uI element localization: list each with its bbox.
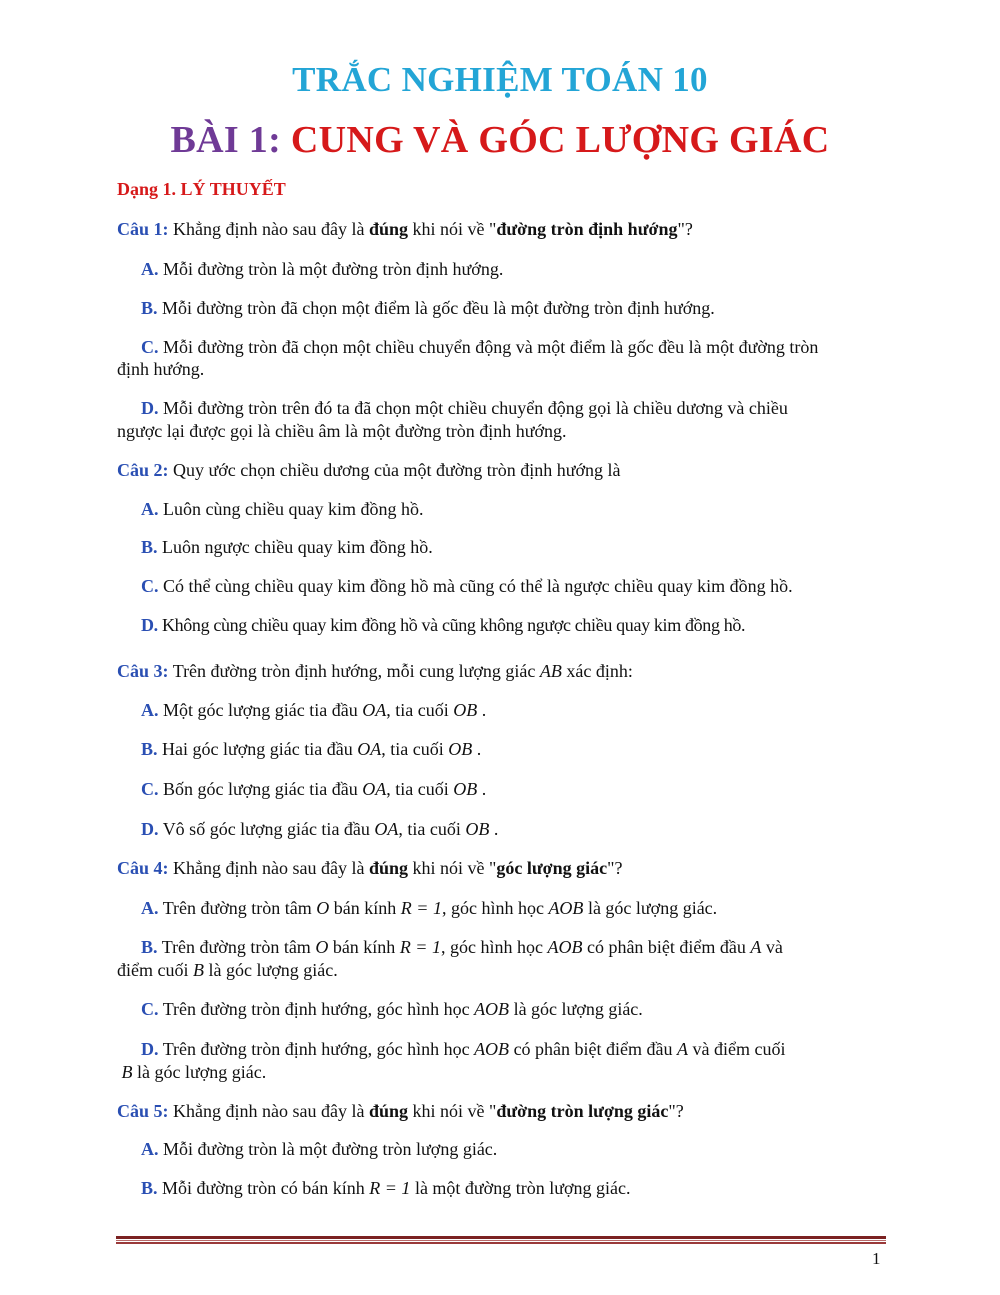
- option-text: Mỗi đường tròn đã chọn một điểm là gốc đều là một đường tròn định hướng.: [162, 298, 715, 318]
- option-label: A.: [141, 700, 159, 720]
- option-text: có phân biệt điểm đầu: [513, 1039, 673, 1059]
- question-label: Câu 4:: [117, 858, 169, 878]
- question-text: Trên đường tròn định hướng, mỗi cung lượng giác: [172, 661, 536, 681]
- option-text: , tia cuối: [381, 739, 444, 759]
- question-4: [117, 857, 622, 880]
- option-text: , tia cuối: [386, 779, 449, 799]
- math-symbol: AOB: [474, 999, 510, 1019]
- keyword: đường tròn định hướng: [496, 219, 678, 239]
- option-text: Hai góc lượng giác tia đầu: [162, 739, 353, 759]
- option-label: A.: [141, 499, 159, 519]
- option-text: , góc hình học: [441, 898, 544, 918]
- option-text: có phân biệt điểm đầu: [586, 937, 746, 957]
- math-symbol: AOB: [474, 1039, 510, 1059]
- math-symbol: OA: [374, 819, 399, 839]
- question-3: [117, 660, 633, 683]
- math-symbol: B: [121, 1062, 133, 1082]
- question-text: Khẳng định nào sau đây là: [173, 1101, 365, 1121]
- option-b[interactable]: [141, 536, 433, 559]
- option-d-continuation: [117, 420, 567, 443]
- lesson-title: [0, 118, 1000, 162]
- question-2: [117, 459, 621, 482]
- option-text: điểm cuối: [117, 960, 189, 980]
- question-label: Câu 5:: [117, 1101, 169, 1121]
- section-heading: Dạng 1. LÝ THUYẾT: [117, 179, 286, 199]
- option-text: là góc lượng giác.: [587, 898, 718, 918]
- option-c[interactable]: [141, 998, 643, 1021]
- option-text: Trên đường tròn định hướng, góc hình học: [162, 999, 470, 1019]
- question-label: Câu 3:: [117, 661, 169, 681]
- option-a[interactable]: [141, 1138, 497, 1161]
- option-text: là góc lượng giác.: [513, 999, 643, 1019]
- page-number: 1: [872, 1249, 881, 1268]
- math-symbol: OB: [448, 739, 473, 759]
- option-label: D.: [141, 819, 159, 839]
- option-b[interactable]: [141, 738, 481, 761]
- option-label: C.: [141, 779, 159, 799]
- question-text: khi nói về ": [412, 1101, 497, 1121]
- math-symbol: R = 1: [369, 1178, 411, 1198]
- math-symbol: OB: [453, 700, 478, 720]
- option-text: , góc hình học: [440, 937, 543, 957]
- option-text: là một đường tròn lượng giác.: [414, 1178, 631, 1198]
- option-label: C.: [141, 999, 159, 1019]
- option-text: ngược lại được gọi là chiều âm là một đường tròn định hướng.: [117, 421, 567, 441]
- question-text: "?: [677, 219, 693, 239]
- option-text: Luôn cùng chiều quay kim đồng hồ.: [163, 499, 424, 519]
- option-text: định hướng.: [117, 359, 205, 379]
- option-d[interactable]: [141, 614, 745, 637]
- option-d-continuation: [117, 1061, 266, 1084]
- option-b[interactable]: [141, 936, 783, 959]
- option-text: , tia cuối: [386, 700, 449, 720]
- option-text: Mỗi đường tròn đã chọn một chiều chuyển động và một điểm là gốc đều là một đường tròn: [163, 337, 819, 357]
- question-text: xác định:: [566, 661, 633, 681]
- option-text: Trên đường tròn tâm: [161, 937, 311, 957]
- math-symbol: AOB: [547, 937, 583, 957]
- math-symbol: OB: [453, 779, 478, 799]
- option-text: Có thể cùng chiều quay kim đồng hồ mà cũng có thể là ngược chiều quay kim đồng hồ.: [163, 576, 793, 596]
- footer-rule: [116, 1240, 886, 1241]
- math-symbol: OA: [357, 739, 382, 759]
- option-c-continuation: [117, 358, 204, 381]
- question-text: Quy ước chọn chiều dương của một đường tròn định hướng là: [173, 460, 621, 480]
- math-symbol: A: [677, 1039, 689, 1059]
- keyword: đường tròn lượng giác: [496, 1101, 669, 1121]
- option-text: , tia cuối: [398, 819, 461, 839]
- question-text: "?: [607, 858, 623, 878]
- option-label: D.: [141, 1039, 159, 1059]
- math-symbol: OB: [465, 819, 490, 839]
- option-a[interactable]: [141, 258, 503, 281]
- math-symbol: AOB: [548, 898, 584, 918]
- question-text: khi nói về ": [412, 219, 497, 239]
- option-label: C.: [141, 576, 159, 596]
- keyword: đúng: [368, 1101, 409, 1121]
- document-title: TRẮC NGHIỆM TOÁN 10: [292, 60, 708, 99]
- lesson-name: CUNG VÀ GÓC LƯỢNG GIÁC: [290, 119, 830, 161]
- option-text: Luôn ngược chiều quay kim đồng hồ.: [162, 537, 433, 557]
- option-label: A.: [141, 259, 159, 279]
- question-label: Câu 1:: [117, 219, 169, 239]
- option-c[interactable]: [141, 336, 818, 359]
- option-text: bán kính: [332, 937, 396, 957]
- option-text: Một góc lượng giác tia đầu: [163, 700, 358, 720]
- math-symbol: A: [750, 937, 762, 957]
- option-text: Mỗi đường tròn trên đó ta đã chọn một chiều chuyển động gọi là chiều dương và chiều: [163, 398, 788, 418]
- option-text: là góc lượng giác.: [208, 960, 338, 980]
- option-c[interactable]: [141, 778, 486, 801]
- option-label: B.: [141, 537, 158, 557]
- question-text: Khẳng định nào sau đây là: [173, 858, 365, 878]
- keyword: góc lượng giác: [496, 858, 608, 878]
- option-a[interactable]: [141, 498, 423, 521]
- option-label: A.: [141, 898, 159, 918]
- option-label: B.: [141, 739, 158, 759]
- keyword: đúng: [368, 219, 409, 239]
- math-symbol: OA: [362, 700, 387, 720]
- footer-rule: [116, 1236, 886, 1239]
- option-text: và: [765, 937, 783, 957]
- option-label: B.: [141, 1178, 158, 1198]
- option-text: Mỗi đường tròn có bán kính: [162, 1178, 365, 1198]
- question-5: [117, 1100, 684, 1123]
- option-c[interactable]: [141, 575, 793, 598]
- math-symbol: R = 1: [399, 937, 441, 957]
- math-symbol: O: [315, 937, 329, 957]
- question-label: Câu 2:: [117, 460, 169, 480]
- question-text: "?: [668, 1101, 684, 1121]
- math-symbol: AB: [539, 661, 562, 681]
- option-text: Mỗi đường tròn là một đường tròn định hướng.: [163, 259, 504, 279]
- option-text: .: [481, 779, 487, 799]
- option-text: Vô số góc lượng giác tia đầu: [162, 819, 370, 839]
- option-label: D.: [141, 615, 158, 635]
- option-b[interactable]: [141, 297, 715, 320]
- option-b-continuation: [117, 959, 338, 982]
- option-text: .: [493, 819, 499, 839]
- option-text: Trên đường tròn định hướng, góc hình học: [162, 1039, 470, 1059]
- option-text: bán kính: [333, 898, 397, 918]
- option-text: Mỗi đường tròn là một đường tròn lượng giác.: [163, 1139, 498, 1159]
- option-text: và điểm cuối: [692, 1039, 786, 1059]
- option-a[interactable]: [141, 699, 486, 722]
- option-d[interactable]: [141, 397, 788, 420]
- option-text: Trên đường tròn tâm: [162, 898, 312, 918]
- option-text: .: [476, 739, 482, 759]
- option-text: là góc lượng giác.: [137, 1062, 267, 1082]
- option-text: .: [481, 700, 487, 720]
- math-symbol: B: [192, 960, 204, 980]
- footer-rule: [116, 1242, 886, 1244]
- lesson-prefix: BÀI 1:: [170, 119, 282, 161]
- option-label: D.: [141, 398, 159, 418]
- math-symbol: OA: [362, 779, 387, 799]
- question-text: Khẳng định nào sau đây là: [173, 219, 365, 239]
- option-label: A.: [141, 1139, 159, 1159]
- keyword: đúng: [368, 858, 409, 878]
- question-text: khi nói về ": [412, 858, 497, 878]
- option-text: Bốn góc lượng giác tia đầu: [163, 779, 358, 799]
- option-d[interactable]: [141, 818, 498, 841]
- math-symbol: O: [316, 898, 330, 918]
- math-symbol: R = 1: [400, 898, 442, 918]
- option-label: C.: [141, 337, 159, 357]
- option-label: B.: [141, 937, 158, 957]
- option-label: B.: [141, 298, 158, 318]
- question-1: [117, 218, 693, 241]
- option-b[interactable]: [141, 1177, 630, 1200]
- option-d[interactable]: [141, 1038, 786, 1061]
- option-text: Không cùng chiều quay kim đồng hồ và cũng không ngược chiều quay kim đồng hồ.: [161, 615, 746, 635]
- option-a[interactable]: [141, 897, 717, 920]
